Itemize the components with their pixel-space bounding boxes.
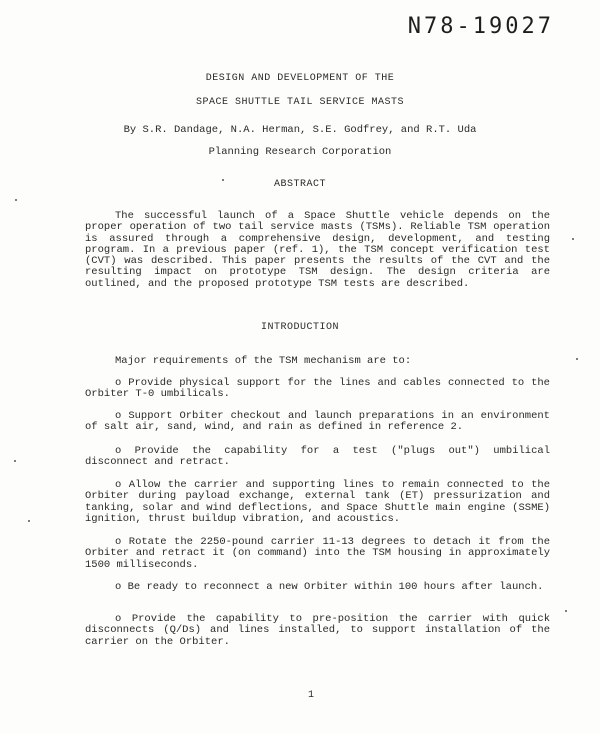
scan-speck (565, 610, 567, 612)
requirement-item: o Allow the carrier and supporting lines to remain connected to the Orbiter during payload exchange, external tank (ET) pressurization and tanking, solar and wind deflections, and Space Shuttle main engine (SSME) ignition, thrust buildup vibration, and acoustics. (85, 479, 550, 525)
title-line-2: SPACE SHUTTLE TAIL SERVICE MASTS (195, 97, 405, 108)
requirement-item: o Support Orbiter checkout and launch preparations in an environment of salt air, sand, wind, and rain as defined in reference 2. (85, 410, 550, 434)
title-line-1: DESIGN AND DEVELOPMENT OF THE (205, 73, 395, 84)
scan-speck (576, 358, 578, 360)
page-number: 1 (308, 690, 315, 701)
scan-speck (572, 238, 574, 240)
scan-speck (14, 460, 16, 462)
requirement-item: o Rotate the 2250-pound carrier 11-13 degrees to detach it from the Orbiter and retract it (on command) into the TSM housing in approximately 1500 milliseconds. (85, 536, 550, 571)
requirement-item: o Be ready to reconnect a new Orbiter within 100 hours after launch. (115, 581, 544, 593)
requirement-item: o Provide physical support for the lines and cables connected to the Orbiter T-0 umbilicals. (85, 377, 550, 401)
abstract-paragraph: The successful launch of a Space Shuttle vehicle depends on the proper operation of two tail service masts (TSMs). Reliable TSM operation is assured through a comprehensive design, development, and testing program. In a previous paper (ref. 1), the TSM concept verification test (CVT) was described. This paper presents the results of the CVT and the resulting impact on prototype TSM design. The design criteria are outlined, and the proposed prototype TSM tests are described. (85, 210, 550, 290)
scan-speck (15, 199, 17, 201)
requirement-item: o Provide the capability to pre-position the carrier with quick disconnects (Q/Ds) and lines installed, to support installation of the carrier on the Orbiter. (85, 613, 550, 648)
author-list: By S.R. Dandage, N.A. Herman, S.E. Godfrey, and R.T. Uda (123, 124, 477, 136)
scan-speck (28, 520, 30, 522)
requirement-item: o Provide the capability for a test ("plugs out") umbilical disconnect and retract. (85, 445, 550, 469)
introduction-paragraph: Major requirements of the TSM mechanism are to: (115, 355, 412, 367)
scan-speck (222, 179, 224, 181)
introduction-heading: INTRODUCTION (260, 322, 339, 333)
organization: Planning Research Corporation (208, 146, 392, 158)
abstract-heading: ABSTRACT (273, 179, 326, 190)
document-number: N78-19027 (407, 14, 554, 39)
